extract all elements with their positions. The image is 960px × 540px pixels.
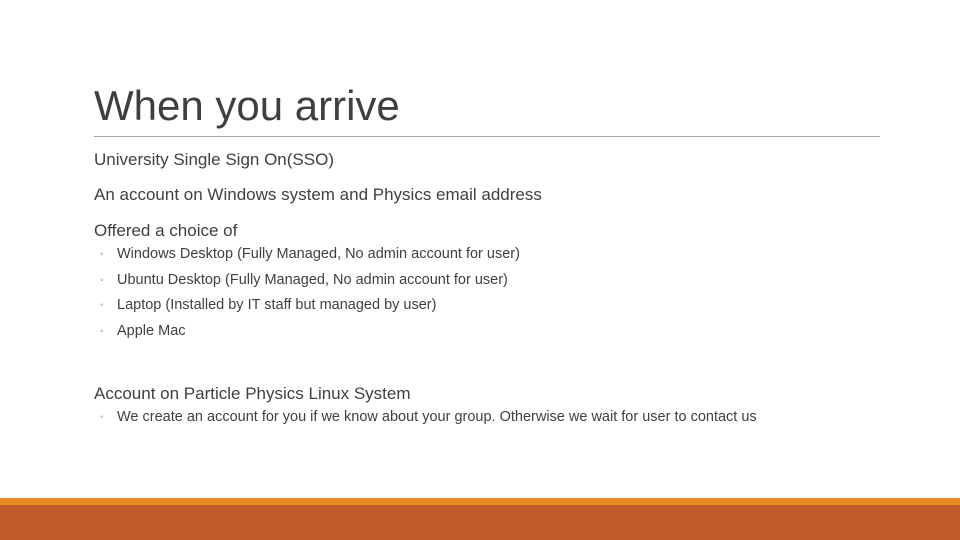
bullet-sso: University Single Sign On(SSO) (94, 150, 334, 169)
choice-list (100, 242, 520, 344)
bullet-marker-icon: ◦ (100, 249, 104, 260)
linux-sub-list (100, 405, 757, 431)
list-item (100, 293, 520, 319)
slide-title: When you arrive (94, 82, 400, 129)
choice-windows-desktop: Windows Desktop (Fully Managed, No admin account for user) (117, 246, 520, 262)
bullet-marker-icon: ◦ (100, 325, 104, 337)
bullet-linux-account: Account on Particle Physics Linux System (94, 384, 411, 403)
bullet-marker-icon: ◦ (100, 412, 104, 423)
linux-account-note: We create an account for you if we know about your group. Otherwise we wait for user to contact us (117, 409, 757, 425)
bullet-offered-choice: Offered a choice of (94, 221, 238, 240)
list-item (100, 405, 757, 431)
list-item (100, 242, 520, 268)
choice-apple-mac: Apple Mac (117, 322, 186, 339)
title-divider (94, 136, 880, 137)
bullet-windows-account: An account on Windows system and Physics email address (94, 185, 542, 204)
choice-ubuntu-desktop: Ubuntu Desktop (Fully Managed, No admin account for user) (117, 271, 508, 288)
list-item (100, 319, 520, 345)
bullet-marker-icon: ◦ (100, 274, 104, 286)
list-item (100, 268, 520, 294)
choice-laptop: Laptop (Installed by IT staff but managed by user) (117, 297, 437, 313)
bullet-marker-icon: ◦ (100, 300, 104, 311)
footer-accent-stripe (0, 498, 960, 505)
footer-bar (0, 505, 960, 540)
